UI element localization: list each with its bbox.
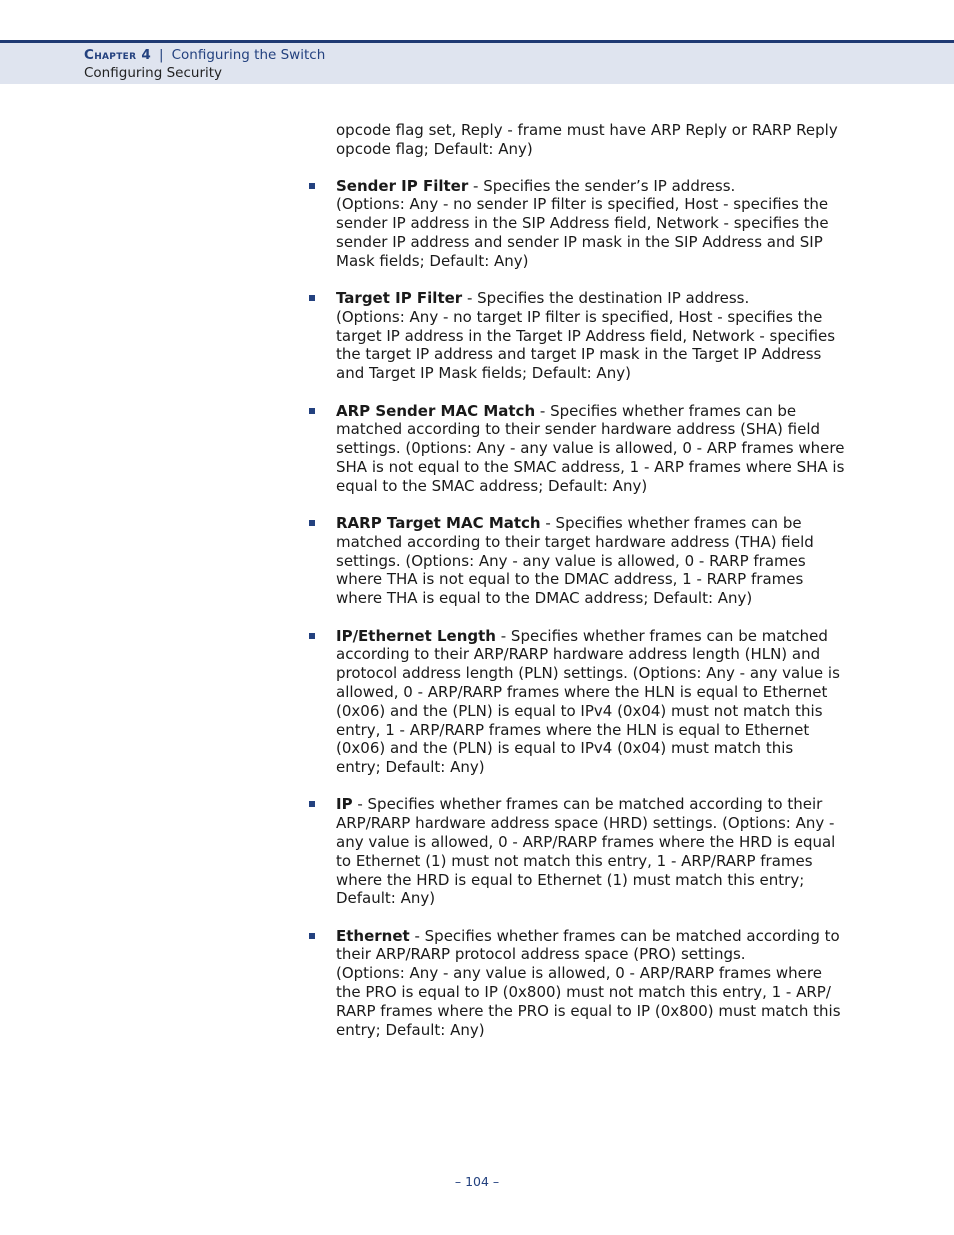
text-line: (0x06) and the (PLN) is equal to IPv4 (0x04) must not match this [336,701,823,720]
text-line: and Target IP Mask fields; Default: Any) [336,364,631,383]
text-line: equal to the SMAC address; Default: Any) [336,476,648,495]
text-line: sender IP address and sender IP mask in the SIP Address and SIP [336,232,823,251]
item-term: Sender IP Filter [336,176,469,195]
text-line: the target IP address and target IP mask in the Target IP Address [336,345,822,364]
item-description: - Specifies whether frames can be matched according to their [352,795,823,814]
bullet-icon [309,933,315,939]
text-line: opcode flag; Default: Any) [336,139,533,158]
item-term: Target IP Filter [336,289,463,308]
item-term: IP/Ethernet Length [336,626,496,645]
bullet-icon [309,295,315,301]
text-line: Mask fields; Default: Any) [336,251,529,270]
text-line: protocol address length (PLN) settings. (Options: Any - any value is [336,664,840,683]
item-term: Ethernet [336,926,410,945]
text-line: matched according to their sender hardware address (SHA) field [336,420,821,439]
text-line: where the HRD is equal to Ethernet (1) must match this entry; [336,870,805,889]
text-line: (Options: Any - no target IP filter is specified, Host - specifies the [336,307,823,326]
text-line [336,514,872,533]
page-header [0,40,954,84]
page-number: – 104 – [454,1174,500,1189]
list-item [307,289,872,383]
text-line: entry; Default: Any) [336,758,485,777]
bullet-icon [309,520,315,526]
text-line: settings. (0ptions: Any - any value is allowed, 0 - ARP frames where [336,439,845,458]
text-line: settings. (Options: Any - any value is allowed, 0 - RARP frames [336,551,806,570]
text-line: ARP/RARP hardware address space (HRD) settings. (Options: Any - [336,814,835,833]
item-description: - Specifies the destination IP address. [462,289,750,308]
item-term: ARP Sender MAC Match [336,401,536,420]
bullet-icon [309,633,315,639]
list-item [307,927,872,1040]
text-line: (Options: Any - no sender IP filter is specified, Host - specifies the [336,195,829,214]
item-description: - Specifies whether frames can be matched according to [409,926,840,945]
chapter-heading [84,47,325,63]
text-line: their ARP/RARP protocol address space (PRO) settings. [336,945,746,964]
text-line: (0x06) and the (PLN) is equal to IPv4 (0x04) must match this [336,739,794,758]
chapter-label: Chapter 4 [84,47,152,63]
list-item [307,402,872,496]
text-line: opcode flag set, Reply - frame must have ARP Reply or RARP Reply [336,121,838,139]
text-line: matched according to their target hardware address (THA) field [336,532,814,551]
text-line: target IP address in the Target IP Address field, Network - specifies [336,326,836,345]
item-term: IP [336,795,353,814]
chapter-title: Configuring the Switch [171,47,326,63]
text-line: (Options: Any - any value is allowed, 0 - ARP/RARP frames where [336,964,822,983]
text-line: according to their ARP/RARP hardware address length (HLN) and [336,645,821,664]
item-description: - Specifies whether frames can be [540,514,802,533]
text-line: allowed, 0 - ARP/RARP frames where the HLN is equal to Ethernet [336,682,828,701]
text-line: Default: Any) [336,889,436,908]
text-line: SHA is not equal to the SMAC address, 1 - ARP frames where SHA is [336,457,845,476]
header-separator: | [159,47,164,63]
text-line [336,402,872,421]
bullet-icon [309,183,315,189]
list-item [307,795,872,908]
bullet-icon [309,801,315,807]
text-line: sender IP address in the SIP Address field, Network - specifies the [336,214,829,233]
text-line: entry, 1 - ARP/RARP frames where the HLN is equal to Ethernet [336,720,810,739]
item-description: - Specifies the sender’s IP address. [468,176,736,195]
list-item [307,627,872,777]
list-item [307,177,872,271]
text-line: to Ethernet (1) must not match this entry, 1 - ARP/RARP frames [336,851,813,870]
text-line [336,177,872,196]
item-description: - Specifies whether frames can be matched [495,626,828,645]
continued-paragraph [336,121,872,159]
bullet-list [307,177,872,1040]
text-line: where THA is equal to the DMAC address; Default: Any) [336,589,753,608]
list-item [307,514,872,608]
bullet-icon [309,408,315,414]
section-title: Configuring Security [84,65,223,81]
text-line: the PRO is equal to IP (0x800) must not match this entry, 1 - ARP/ [336,983,831,1002]
text-line [336,289,872,308]
item-term: RARP Target MAC Match [336,514,541,533]
text-line: entry; Default: Any) [336,1020,485,1039]
text-line: any value is allowed, 0 - ARP/RARP frames where the HRD is equal [336,833,836,851]
item-description: - Specifies whether frames can be [535,401,797,420]
text-line: where THA is not equal to the DMAC address, 1 - RARP frames [336,570,804,589]
text-line [336,927,872,946]
main-content [307,121,872,1058]
text-line [336,627,872,646]
text-line: RARP frames where the PRO is equal to IP (0x800) must match this [336,1001,841,1020]
text-line [336,795,872,814]
